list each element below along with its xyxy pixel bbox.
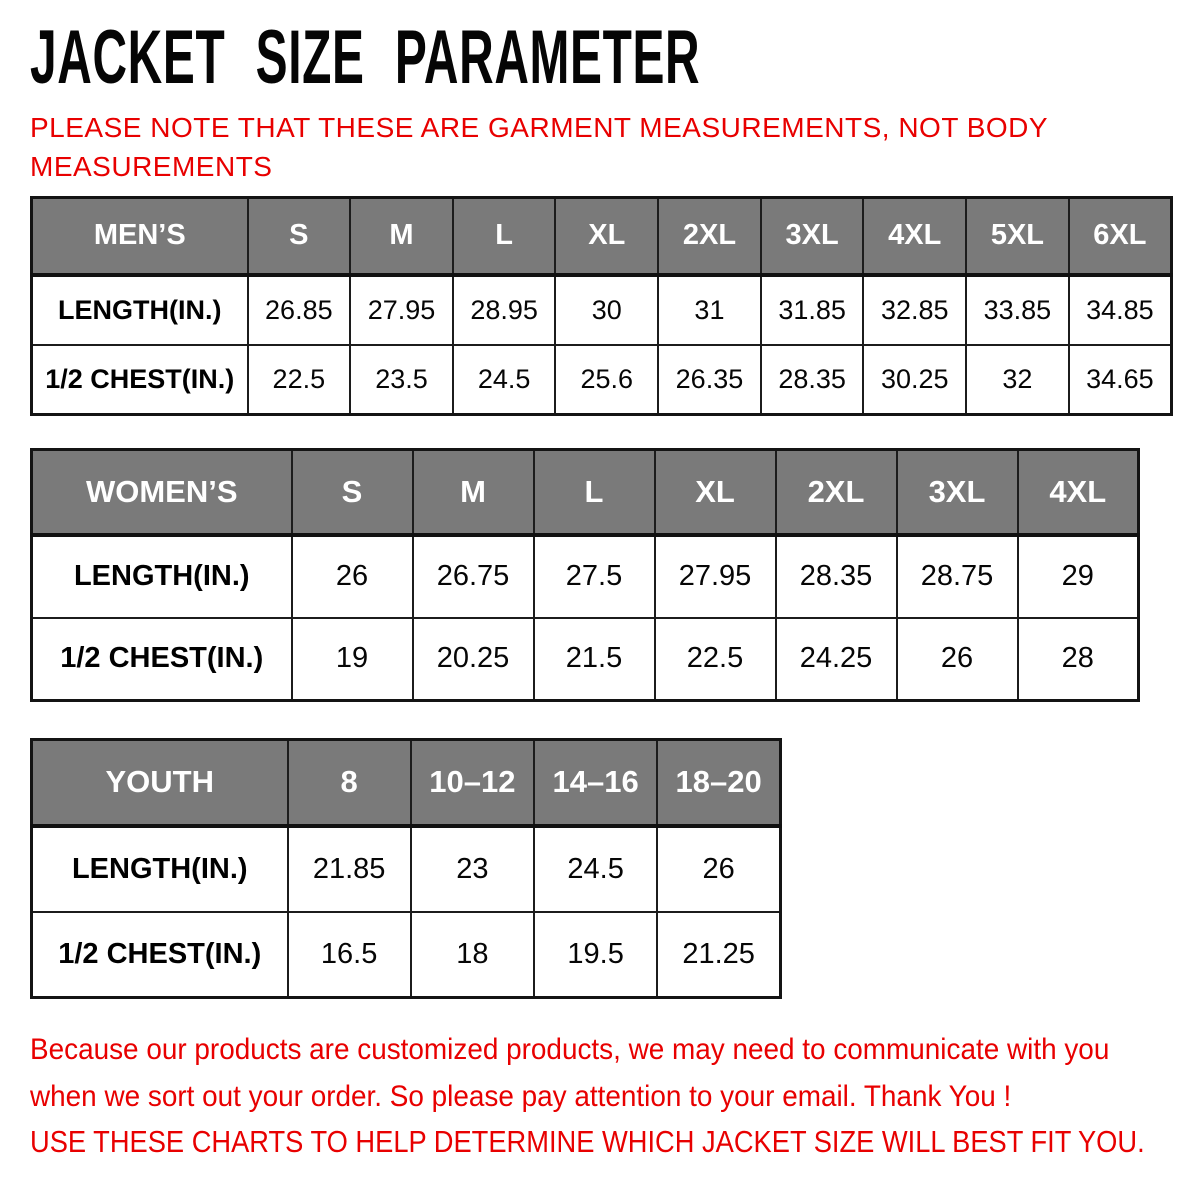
size-column-header: XL xyxy=(655,450,776,535)
measurement-value: 24.5 xyxy=(534,826,657,912)
measurement-row xyxy=(32,618,1139,701)
measurement-value: 22.5 xyxy=(248,345,351,415)
measurement-row xyxy=(32,345,1172,415)
size-header-row xyxy=(32,740,781,826)
note-line-2: MEASUREMENTS xyxy=(30,151,273,182)
measurement-value: 34.85 xyxy=(1069,275,1172,345)
size-column-header: 3XL xyxy=(897,450,1018,535)
measurement-value: 20.25 xyxy=(413,618,534,701)
size-column-header: 4XL xyxy=(863,198,966,275)
size-column-header: 6XL xyxy=(1069,198,1172,275)
measurement-value: 31.85 xyxy=(761,275,864,345)
measurement-value: 32.85 xyxy=(863,275,966,345)
row-label: LENGTH(IN.) xyxy=(32,826,288,912)
row-label: 1/2 CHEST(IN.) xyxy=(32,345,248,415)
measurement-value: 30 xyxy=(555,275,658,345)
row-label: LENGTH(IN.) xyxy=(32,535,292,618)
measurement-value: 23.5 xyxy=(350,345,453,415)
size-column-header: 18–20 xyxy=(657,740,780,826)
measurement-value: 34.65 xyxy=(1069,345,1172,415)
womens-size-table xyxy=(30,448,1140,702)
measurement-value: 19.5 xyxy=(534,912,657,998)
measurement-row xyxy=(32,826,781,912)
measurement-value: 19 xyxy=(292,618,413,701)
measurement-value: 25.6 xyxy=(555,345,658,415)
measurement-value: 30.25 xyxy=(863,345,966,415)
measurement-value: 28.75 xyxy=(897,535,1018,618)
measurement-value: 28.35 xyxy=(776,535,897,618)
measurement-value: 31 xyxy=(658,275,761,345)
size-column-header: S xyxy=(248,198,351,275)
row-label: LENGTH(IN.) xyxy=(32,275,248,345)
measurement-value: 22.5 xyxy=(655,618,776,701)
row-label: 1/2 CHEST(IN.) xyxy=(32,912,288,998)
measurement-value: 27.95 xyxy=(350,275,453,345)
measurement-value: 21.5 xyxy=(534,618,655,701)
size-column-header: 5XL xyxy=(966,198,1069,275)
measurement-value: 26 xyxy=(657,826,780,912)
customization-notice xyxy=(30,1026,1109,1120)
size-column-header: 8 xyxy=(288,740,411,826)
measurement-value: 18 xyxy=(411,912,534,998)
fit-advice-line: USE THESE CHARTS TO HELP DETERMINE WHICH JACKET SIZE WILL BEST FIT YOU. xyxy=(30,1124,1145,1159)
measurement-row xyxy=(32,535,1139,618)
measurement-value: 26.35 xyxy=(658,345,761,415)
size-column-header: 14–16 xyxy=(534,740,657,826)
row-label: 1/2 CHEST(IN.) xyxy=(32,618,292,701)
measurement-value: 21.85 xyxy=(288,826,411,912)
mens-group-header: MEN’S xyxy=(32,198,248,275)
measurement-row xyxy=(32,275,1172,345)
size-column-header: M xyxy=(350,198,453,275)
notice-line-1: Because our products are customized products, we may need to communicate with you xyxy=(30,1033,1110,1066)
measurement-value: 16.5 xyxy=(288,912,411,998)
measurement-value: 28.95 xyxy=(453,275,556,345)
measurement-value: 27.5 xyxy=(534,535,655,618)
measurement-value: 26 xyxy=(897,618,1018,701)
page-title: JACKET SIZE PARAMETER xyxy=(30,15,701,100)
size-column-header: L xyxy=(453,198,556,275)
size-column-header: 2XL xyxy=(776,450,897,535)
measurement-value: 23 xyxy=(411,826,534,912)
size-column-header: 10–12 xyxy=(411,740,534,826)
measurement-value: 26.75 xyxy=(413,535,534,618)
youth-size-table xyxy=(30,738,782,999)
measurement-value: 32 xyxy=(966,345,1069,415)
measurement-value: 26 xyxy=(292,535,413,618)
measurement-value: 24.25 xyxy=(776,618,897,701)
size-column-header: XL xyxy=(555,198,658,275)
measurement-value: 29 xyxy=(1018,535,1139,618)
notice-line-2: when we sort out your order. So please pay attention to your email. Thank You ! xyxy=(30,1080,1012,1113)
size-column-header: S xyxy=(292,450,413,535)
mens-size-table xyxy=(30,196,1173,416)
measurement-value: 27.95 xyxy=(655,535,776,618)
measurement-row xyxy=(32,912,781,998)
measurement-value: 33.85 xyxy=(966,275,1069,345)
size-header-row xyxy=(32,450,1139,535)
measurement-value: 26.85 xyxy=(248,275,351,345)
measurement-value: 28 xyxy=(1018,618,1139,701)
note-line-1: PLEASE NOTE THAT THESE ARE GARMENT MEASUREMENTS, NOT BODY xyxy=(30,112,1049,143)
youth-group-header: YOUTH xyxy=(32,740,288,826)
measurement-value: 24.5 xyxy=(453,345,556,415)
size-column-header: 4XL xyxy=(1018,450,1139,535)
size-column-header: 3XL xyxy=(761,198,864,275)
size-column-header: M xyxy=(413,450,534,535)
garment-measurement-note xyxy=(30,108,1048,186)
measurement-value: 21.25 xyxy=(657,912,780,998)
size-header-row xyxy=(32,198,1172,275)
womens-group-header: WOMEN’S xyxy=(32,450,292,535)
size-column-header: 2XL xyxy=(658,198,761,275)
measurement-value: 28.35 xyxy=(761,345,864,415)
size-column-header: L xyxy=(534,450,655,535)
